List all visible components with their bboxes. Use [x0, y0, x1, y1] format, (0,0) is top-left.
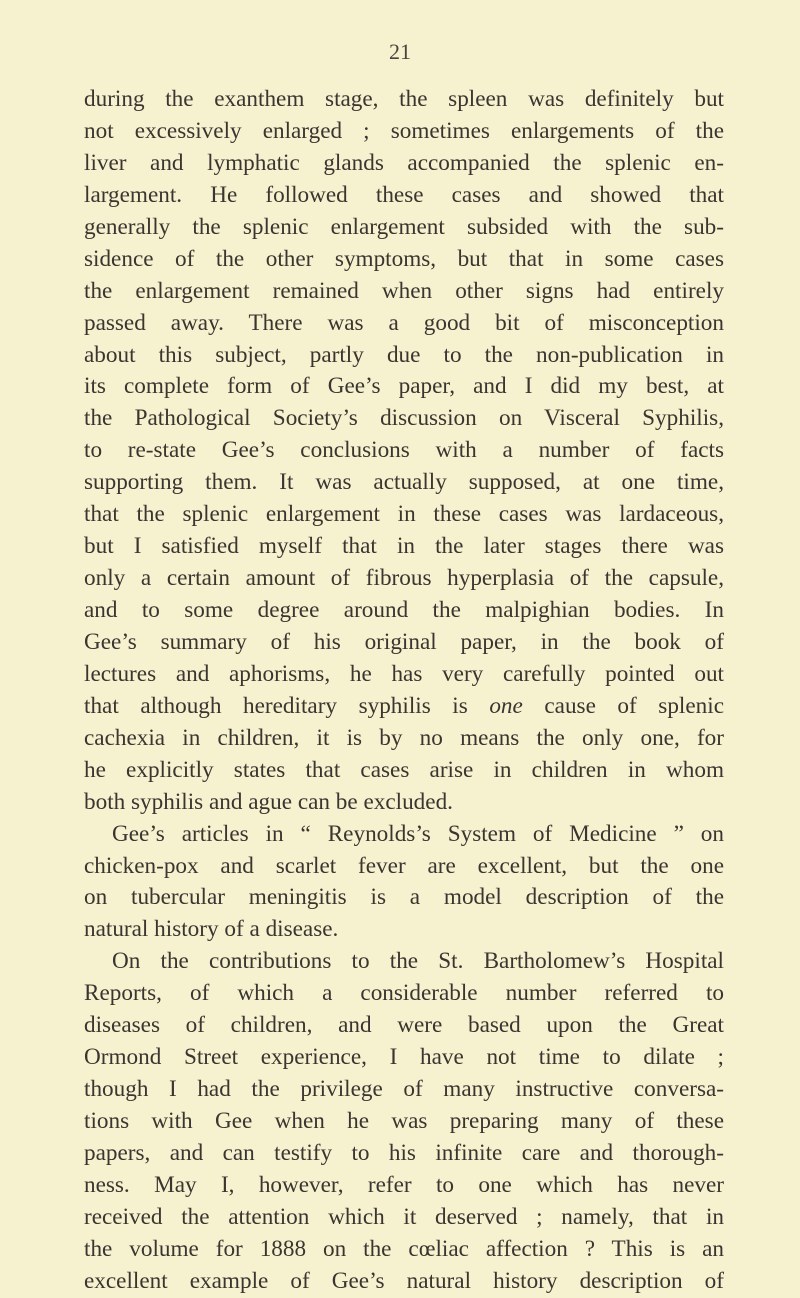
text-line: only a certain amount of fibrous hyperplasia of the capsule, — [84, 565, 724, 592]
text-line: the Pathological Society’s discussion on Visceral Syphilis, — [84, 405, 724, 432]
text-line: largement. He followed these cases and showed that — [84, 181, 724, 208]
page-number: 21 — [389, 39, 411, 64]
text-line: lectures and aphorisms, he has very carefully pointed out — [84, 660, 724, 687]
text-line: its complete form of Gee’s paper, and I did my best, at — [84, 373, 724, 400]
text-line: generally the splenic enlargement subsided with the sub- — [84, 213, 724, 240]
text-line: Gee’s articles in “ Reynolds’s System of Medicine ” on — [112, 820, 724, 847]
text-line: excellent example of Gee’s natural history description of — [84, 1267, 724, 1294]
text-line: both syphilis and ague can be excluded. — [84, 788, 453, 815]
text-line: during the exanthem stage, the spleen was definitely but — [84, 86, 724, 112]
text-line: the volume for 1888 on the cœliac affection ? This is an — [84, 1235, 724, 1262]
text-line: that the splenic enlargement in these cases was lardaceous, — [84, 501, 724, 528]
text-line: Ormond Street experience, I have not time to dilate ; — [84, 1044, 724, 1071]
text-line: On the contributions to the St. Bartholomew’s Hospital — [112, 948, 724, 975]
text-line: that although hereditary syphilis is one cause of splenic — [84, 692, 724, 719]
text-line: on tubercular meningitis is a model description of the — [84, 884, 724, 911]
text-line: cachexia in children, it is by no means the only one, for — [84, 724, 724, 751]
text-line: ness. May I, however, refer to one which has never — [84, 1171, 724, 1198]
text-line: not excessively enlarged ; sometimes enlargements of the — [84, 117, 724, 144]
text-line: about this subject, partly due to the non-publication in — [84, 341, 724, 368]
text-line: diseases of children, and were based upon the Great — [84, 1012, 724, 1039]
text-line: sidence of the other symptoms, but that in some cases — [84, 245, 724, 272]
text-line: to re-state Gee’s conclusions with a number of facts — [84, 437, 724, 464]
text-line: the enlargement remained when other signs had entirely — [84, 277, 724, 304]
text-line: Gee’s summary of his original paper, in the book of — [84, 628, 724, 655]
text-line: received the attention which it deserved ; namely, that in — [84, 1203, 724, 1230]
text-line: Reports, of which a considerable number referred to — [84, 980, 724, 1007]
text-line: tions with Gee when he was preparing many of these — [84, 1108, 724, 1134]
text-line: supporting them. It was actually supposed, at one time, — [84, 469, 724, 496]
text-line: but I satisfied myself that in the later stages there was — [84, 533, 724, 560]
text-line: he explicitly states that cases arise in children in whom — [84, 756, 724, 783]
text-line: papers, and can testify to his infinite care and thorough- — [84, 1139, 724, 1166]
text-line: though I had the privilege of many instructive conversa- — [84, 1076, 724, 1103]
text-line: liver and lymphatic glands accompanied the splenic en- — [84, 149, 724, 176]
text-line: natural history of a disease. — [84, 916, 339, 943]
text-line: and to some degree around the malpighian bodies. In — [84, 597, 724, 623]
text-line: chicken-pox and scarlet fever are excellent, but the one — [84, 852, 724, 879]
body-text — [84, 84, 724, 1298]
text-line: passed away. There was a good bit of misconception — [84, 309, 724, 336]
